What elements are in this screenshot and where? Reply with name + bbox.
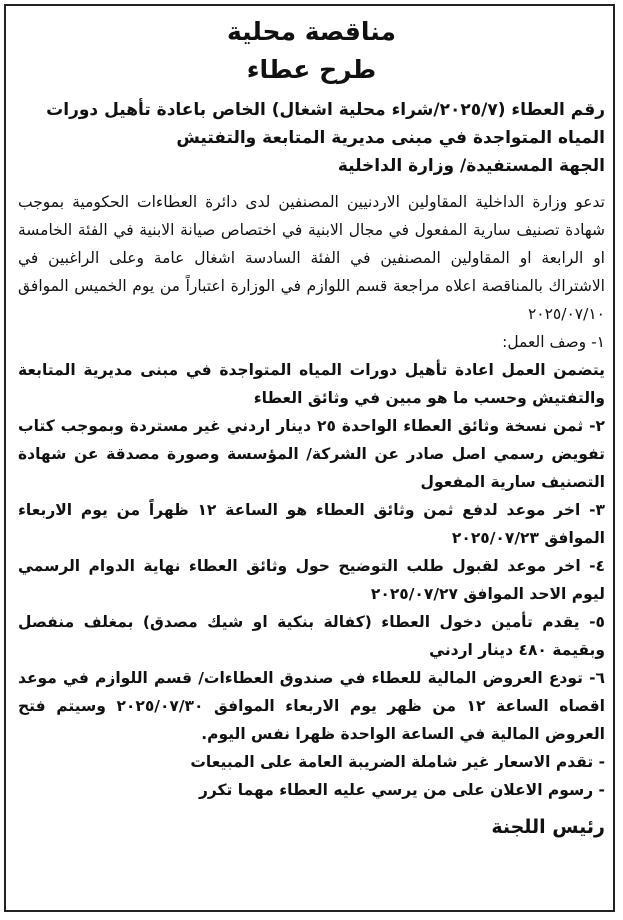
item-1-text: يتضمن العمل اعادة تأهيل دورات المياه المتواجدة في مبنى مديرية المتابعة والتفتيش وحسب ما هو مبين في وثائق العطاء xyxy=(18,361,605,407)
intro-paragraph: تدعو وزارة الداخلية المقاولين الاردنيين المصنفين لدى دائرة العطاءات الحكومية بموجب شهادة تصنيف سارية المفعول في مجال الابنية في اختصاص صيانة الابنية في الفئة الخامسة او الرابعة او المقاولين المصنفين في الفئة السادسة اشغال عامة وعلى الراغبين في الاشتراك بالمناقصة اعلاه مراجعة قسم اللوازم في الوزارة اعتباراً من يوم الخميس الموافق ٢٠٢٥/٠٧/١٠ xyxy=(18,193,605,323)
note-tax: - تقدم الاسعار غير شاملة الضريبة العامة على المبيعات xyxy=(190,753,605,771)
item-2: ٢- ثمن نسخة وثائق العطاء الواحدة ٢٥ دينار اردني غير مستردة وبموجب كتاب تفويض رسمي اصل صادر عن الشركة/ المؤسسة وصورة مصدقة عن شهادة التصنيف سارية المفعول xyxy=(18,417,605,491)
beneficiary-line: الجهة المستفيدة/ وزارة الداخلية xyxy=(337,156,605,176)
tender-details xyxy=(18,96,605,180)
item-5: ٥- يقدم تأمين دخول العطاء (كفالة بنكية او شيك مصدق) بمغلف منفصل وبقيمة ٤٨٠ دينار اردني xyxy=(18,613,605,659)
announcement-content xyxy=(18,16,605,842)
note-advert-fees: - رسوم الاعلان على من يرسي عليه العطاء مهما تكرر xyxy=(198,781,605,799)
announcement-body xyxy=(18,188,605,804)
committee-chair-signature: رئيس اللجنة xyxy=(491,816,605,838)
tender-subject-line: المياه المتواجدة في مبنى مديرية المتابعة والتفتيش xyxy=(176,128,605,148)
page-subtitle: طرح عطاء xyxy=(246,55,377,84)
tender-number-line: رقم العطاء (٢٠٢٥/٧/شراء محلية اشغال) الخاص باعادة تأهيل دورات xyxy=(46,100,605,120)
item-4: ٤- اخر موعد لقبول طلب التوضيح حول وثائق العطاء نهاية الدوام الرسمي ليوم الاحد الموافق ٢٠٢٥/٠٧/٢٧ xyxy=(18,557,605,603)
item-3: ٣- اخر موعد لدفع ثمن وثائق العطاء هو الساعة ١٢ ظهراً من يوم الاربعاء الموافق ٢٠٢٥/٠٧/٢٣ xyxy=(18,501,605,547)
item-1-heading: ١- وصف العمل: xyxy=(502,333,605,351)
page-title: مناقصة محلية xyxy=(226,17,396,46)
item-6: ٦- تودع العروض المالية للعطاء في صندوق العطاءات/ قسم اللوازم في موعد اقصاه الساعة ١٢ من ظهر يوم الاربعاء الموافق ٢٠٢٥/٠٧/٣٠ وسيتم فتح العروض المالية في الساعة الواحدة ظهرا نفس اليوم. xyxy=(18,669,605,743)
